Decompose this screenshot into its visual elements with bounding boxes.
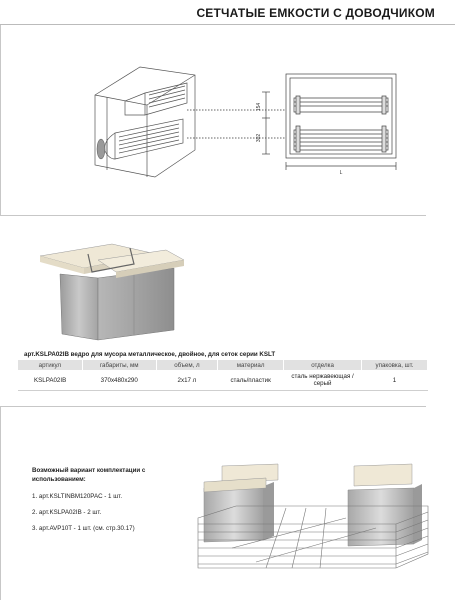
spec-table-header (18, 360, 428, 370)
section-divider-2 (0, 406, 426, 407)
cell-volume: 2x17 л (156, 370, 217, 391)
cell-article: KSLPA02IB (18, 370, 82, 391)
spec-table (18, 360, 428, 391)
cell-material: сталь/пластик (218, 370, 284, 391)
basket-assembly-photo (196, 458, 436, 576)
cell-dimensions: 370x480x290 (82, 370, 156, 391)
dim-label-width: L (339, 170, 343, 176)
cell-finish: сталь нержавеющая / серый (284, 370, 362, 391)
col-header-dimensions: габариты, мм (82, 360, 156, 370)
col-header-package: упаковка, шт. (362, 360, 428, 370)
double-bin-photo (38, 238, 188, 344)
list-item: 3. арт.AVP10T - 1 шт. (см. стр.30.17) (32, 525, 135, 532)
table-row (18, 370, 428, 391)
title-divider (0, 24, 455, 25)
section-divider-1 (0, 215, 426, 216)
col-header-finish: отделка (284, 360, 362, 370)
product-caption: арт.KSLPA02IB ведро для мусора металлическое, двойное, для сеток серии KSLT (24, 351, 276, 358)
dim-label-bottom: 302 (256, 133, 262, 143)
frame-left-line-1 (0, 25, 1, 215)
configuration-block (32, 466, 162, 541)
col-header-volume: объем, л (156, 360, 217, 370)
col-header-material: материал (218, 360, 284, 370)
list-item: 2. арт.KSLPA02IB - 2 шт. (32, 509, 102, 516)
cabinet-front-view-drawing (252, 70, 402, 185)
dim-label-top: 154 (256, 102, 262, 112)
frame-left-line-2 (0, 406, 1, 600)
cell-package: 1 (362, 370, 428, 391)
list-item: 1. арт.KSLTINBM120PAC - 1 шт. (32, 493, 123, 500)
configuration-heading: Возможный вариант комплектации с использованием: (32, 467, 146, 483)
col-header-article: артикул (18, 360, 82, 370)
page-title: СЕТЧАТЫЕ ЕМКОСТИ С ДОВОДЧИКОМ (196, 6, 435, 20)
